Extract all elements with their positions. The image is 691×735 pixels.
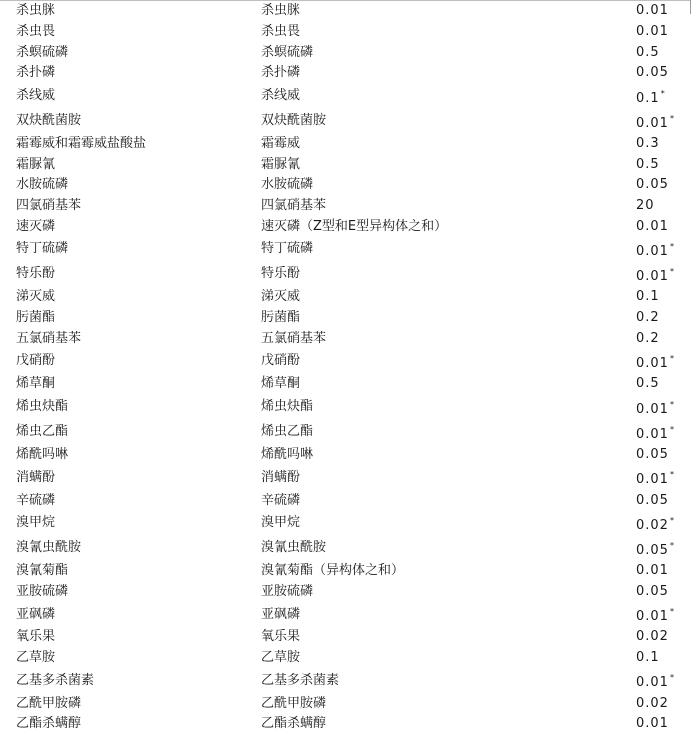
limit-value: 0.2 <box>636 309 660 325</box>
residue-definition-cell: 霜霉威 <box>261 135 301 151</box>
max-residue-limit-cell <box>636 63 691 84</box>
table-row <box>0 582 691 603</box>
max-residue-limit-cell <box>636 216 691 237</box>
max-residue-limit-cell <box>636 582 691 603</box>
table-row <box>0 109 691 134</box>
residue-definition-cell: 杀虫脒 <box>261 3 301 19</box>
max-residue-limit-cell <box>636 561 691 582</box>
pesticide-name-cell: 乙基多杀菌素 <box>16 672 95 688</box>
max-residue-limit-cell <box>636 22 691 43</box>
pesticide-name-cell: 杀螟硫磷 <box>16 44 69 60</box>
table-row <box>0 511 691 536</box>
provisional-limit-mark: * <box>669 540 674 550</box>
table-row <box>0 287 691 308</box>
pesticide-name-cell: 特丁硫磷 <box>16 241 69 257</box>
max-residue-limit-cell <box>636 42 691 63</box>
max-residue-limit-cell <box>636 420 691 445</box>
pesticide-name-cell: 烯草酮 <box>16 376 56 392</box>
max-residue-limit-cell <box>636 1 691 22</box>
provisional-limit-mark: * <box>669 673 674 683</box>
residue-definition-cell: 亚砜磷 <box>261 606 301 622</box>
table-row <box>0 22 691 43</box>
pesticide-name-cell: 杀虫脒 <box>16 3 56 19</box>
table-row <box>0 42 691 63</box>
residue-definition-cell: 乙酰甲胺磷 <box>261 695 327 711</box>
residue-definition-cell: 肟菌酯 <box>261 309 301 325</box>
residue-definition-cell: 杀扑磷 <box>261 65 301 81</box>
pesticide-name-cell: 溴氰菊酯 <box>16 563 69 579</box>
max-residue-limit-cell <box>636 511 691 536</box>
pesticide-name-cell: 消螨酚 <box>16 469 56 485</box>
table-row <box>0 561 691 582</box>
max-residue-limit-cell <box>636 154 691 175</box>
table-row <box>0 196 691 217</box>
residue-definition-cell: 溴氰菊酯（异构体之和） <box>261 563 405 579</box>
residue-definition-cell: 乙基多杀菌素 <box>261 672 340 688</box>
limit-value: 0.01 <box>636 401 669 417</box>
limit-value: 0.01 <box>636 115 669 131</box>
pesticide-name-cell: 乙酯杀螨醇 <box>16 716 82 732</box>
max-residue-limit-cell <box>636 714 691 735</box>
limit-value: 0.2 <box>636 330 660 346</box>
max-residue-limit-cell <box>636 602 691 627</box>
table-row <box>0 154 691 175</box>
limit-value: 0.01 <box>636 716 669 732</box>
provisional-limit-mark: * <box>669 353 674 363</box>
pesticide-name-cell: 亚胺硫磷 <box>16 583 69 599</box>
residue-definition-cell: 五氯硝基苯 <box>261 330 327 346</box>
table-row <box>0 1 691 22</box>
limit-value: 0.3 <box>636 135 660 151</box>
table-row <box>0 175 691 196</box>
pesticide-name-cell: 双炔酰菌胺 <box>16 113 82 129</box>
table-body <box>0 1 691 735</box>
max-residue-limit-cell <box>636 237 691 262</box>
limit-value: 0.01 <box>636 472 669 488</box>
limit-value: 0.01 <box>636 563 669 579</box>
pesticide-name-cell: 特乐酚 <box>16 266 56 282</box>
limit-value: 0.01 <box>636 675 669 691</box>
residue-definition-cell: 乙酯杀螨醇 <box>261 716 327 732</box>
pesticide-name-cell: 四氯硝基苯 <box>16 197 82 213</box>
residue-definition-cell: 乙草胺 <box>261 650 301 666</box>
max-residue-limit-cell <box>636 134 691 155</box>
table-row <box>0 420 691 445</box>
residue-definition-cell: 霜脲氰 <box>261 156 301 172</box>
pesticide-name-cell: 杀虫畏 <box>16 23 56 39</box>
limit-value: 0.05 <box>636 492 669 508</box>
limit-value: 0.05 <box>636 446 669 462</box>
provisional-limit-mark: * <box>669 113 674 123</box>
residue-definition-cell: 特乐酚 <box>261 266 301 282</box>
pesticide-name-cell: 溴甲烷 <box>16 515 56 531</box>
pesticide-name-cell: 乙酰甲胺磷 <box>16 695 82 711</box>
table-row <box>0 648 691 669</box>
table-row <box>0 328 691 349</box>
limit-value: 0.02 <box>636 695 669 711</box>
table-row <box>0 693 691 714</box>
residue-definition-cell: 烯虫乙酯 <box>261 424 314 440</box>
table-row <box>0 627 691 648</box>
pesticide-name-cell: 肟菌酯 <box>16 309 56 325</box>
max-residue-limit-cell <box>636 287 691 308</box>
residue-definition-cell: 烯虫炔酯 <box>261 399 314 415</box>
residue-definition-cell: 辛硫磷 <box>261 492 301 508</box>
pesticide-name-cell: 烯虫乙酯 <box>16 424 69 440</box>
limit-value: 0.01 <box>636 426 669 442</box>
pesticide-name-cell: 烯虫炔酯 <box>16 399 69 415</box>
limit-value: 0.01 <box>636 218 669 234</box>
pesticide-name-cell: 霜脲氰 <box>16 156 56 172</box>
table-row <box>0 134 691 155</box>
limit-value: 0.5 <box>636 376 660 392</box>
max-residue-limit-cell <box>636 328 691 349</box>
pesticide-name-cell: 溴氰虫酰胺 <box>16 540 82 556</box>
max-residue-limit-cell <box>636 627 691 648</box>
table-row <box>0 349 691 374</box>
pesticide-name-cell: 烯酰吗啉 <box>16 446 69 462</box>
table-row <box>0 237 691 262</box>
residue-definition-cell: 烯草酮 <box>261 376 301 392</box>
limit-value: 20 <box>636 197 655 213</box>
max-residue-limit-cell <box>636 109 691 134</box>
residue-definition-cell: 溴氰虫酰胺 <box>261 540 327 556</box>
pesticide-name-cell: 亚砜磷 <box>16 606 56 622</box>
max-residue-limit-cell <box>636 490 691 511</box>
residue-definition-cell: 四氯硝基苯 <box>261 197 327 213</box>
max-residue-limit-cell <box>636 693 691 714</box>
max-residue-limit-cell <box>636 374 691 395</box>
residue-definition-cell: 涕灭威 <box>261 289 301 305</box>
max-residue-limit-cell <box>636 262 691 287</box>
limit-value: 0.02 <box>636 629 669 645</box>
table-row <box>0 602 691 627</box>
max-residue-limit-cell <box>636 445 691 466</box>
max-residue-limit-cell <box>636 84 691 109</box>
table-row <box>0 262 691 287</box>
provisional-limit-mark: * <box>669 266 674 276</box>
provisional-limit-mark: * <box>669 399 674 409</box>
limit-value: 0.01 <box>636 243 669 259</box>
limit-value: 0.1 <box>636 289 660 305</box>
pesticide-name-cell: 氧乐果 <box>16 629 56 645</box>
limit-value: 0.5 <box>636 156 660 172</box>
limit-value: 0.1 <box>636 650 660 666</box>
pesticide-name-cell: 五氯硝基苯 <box>16 330 82 346</box>
residue-definition-cell: 速灭磷（Z型和E型异构体之和） <box>261 218 448 234</box>
residue-definition-cell: 水胺硫磷 <box>261 177 314 193</box>
residue-definition-cell: 戊硝酚 <box>261 353 301 369</box>
max-residue-limit-cell <box>636 536 691 561</box>
limit-value: 0.05 <box>636 177 669 193</box>
limit-value: 0.1 <box>636 90 660 106</box>
max-residue-limit-cell <box>636 349 691 374</box>
pesticide-name-cell: 水胺硫磷 <box>16 177 69 193</box>
residue-limit-table <box>0 1 691 735</box>
limit-value: 0.5 <box>636 44 660 60</box>
limit-value: 0.05 <box>636 583 669 599</box>
pesticide-name-cell: 霜霉威和霜霉威盐酸盐 <box>16 135 147 151</box>
table-row <box>0 216 691 237</box>
residue-definition-cell: 杀线威 <box>261 88 301 104</box>
max-residue-limit-cell <box>636 196 691 217</box>
residue-definition-cell: 特丁硫磷 <box>261 241 314 257</box>
table-row <box>0 395 691 420</box>
residue-definition-cell: 杀虫畏 <box>261 23 301 39</box>
table-row <box>0 536 691 561</box>
table-row <box>0 465 691 490</box>
residue-definition-cell: 消螨酚 <box>261 469 301 485</box>
max-residue-limit-cell <box>636 465 691 490</box>
provisional-limit-mark: * <box>669 607 674 617</box>
pesticide-name-cell: 辛硫磷 <box>16 492 56 508</box>
table-row <box>0 714 691 735</box>
residue-definition-cell: 亚胺硫磷 <box>261 583 314 599</box>
table-row <box>0 490 691 511</box>
pesticide-name-cell: 乙草胺 <box>16 650 56 666</box>
provisional-limit-mark: * <box>660 88 665 98</box>
provisional-limit-mark: * <box>669 470 674 480</box>
limit-value: 0.05 <box>636 65 669 81</box>
provisional-limit-mark: * <box>669 424 674 434</box>
pesticide-name-cell: 戊硝酚 <box>16 353 56 369</box>
residue-definition-cell: 双炔酰菌胺 <box>261 113 327 129</box>
table-row <box>0 374 691 395</box>
table-row <box>0 63 691 84</box>
limit-value: 0.02 <box>636 517 669 533</box>
provisional-limit-mark: * <box>669 515 674 525</box>
limit-value: 0.01 <box>636 268 669 284</box>
residue-definition-cell: 溴甲烷 <box>261 515 301 531</box>
residue-definition-cell: 烯酰吗啉 <box>261 446 314 462</box>
table-row <box>0 308 691 329</box>
max-residue-limit-cell <box>636 668 691 693</box>
limit-value: 0.01 <box>636 355 669 371</box>
limit-value: 0.05 <box>636 542 669 558</box>
pesticide-name-cell: 杀线威 <box>16 88 56 104</box>
provisional-limit-mark: * <box>669 241 674 251</box>
table-row <box>0 445 691 466</box>
pesticide-name-cell: 速灭磷 <box>16 218 56 234</box>
max-residue-limit-cell <box>636 648 691 669</box>
max-residue-limit-cell <box>636 308 691 329</box>
limit-value: 0.01 <box>636 3 669 19</box>
residue-definition-cell: 杀螟硫磷 <box>261 44 314 60</box>
limit-value: 0.01 <box>636 609 669 625</box>
max-residue-limit-cell <box>636 395 691 420</box>
limit-value: 0.01 <box>636 23 669 39</box>
max-residue-limit-cell <box>636 175 691 196</box>
residue-definition-cell: 氧乐果 <box>261 629 301 645</box>
pesticide-name-cell: 杀扑磷 <box>16 65 56 81</box>
table-row <box>0 668 691 693</box>
table-row <box>0 84 691 109</box>
pesticide-name-cell: 涕灭威 <box>16 289 56 305</box>
